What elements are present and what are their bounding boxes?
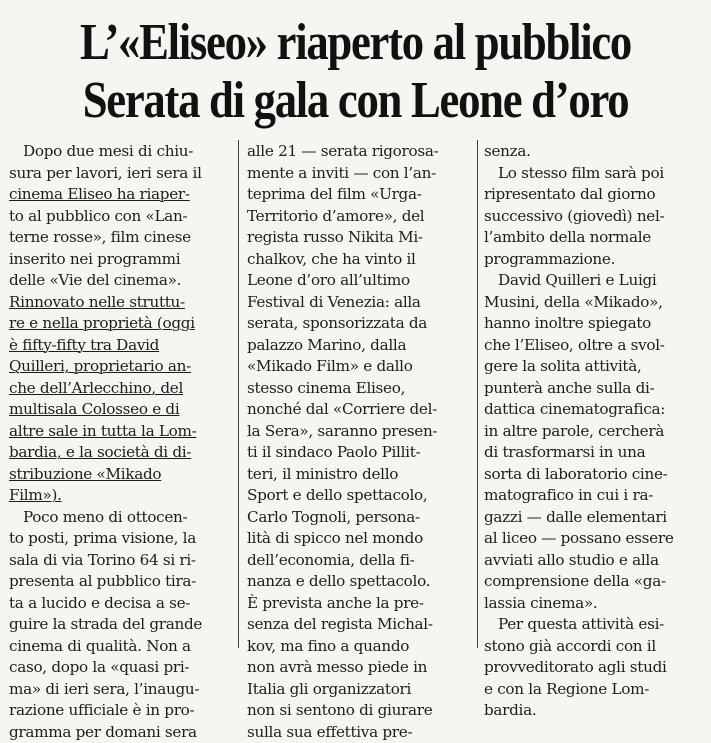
text-line: È prevista anche la pre- [247, 593, 473, 615]
text-line: Sport e dello spettacolo, [247, 485, 473, 507]
text-line: lassia cinema». [484, 593, 706, 615]
text-line: «Mikado Film» e dallo [247, 356, 473, 378]
text-line: stribuzione «Mikado [9, 464, 237, 486]
text-line: Territorio d’amore», del [247, 206, 473, 228]
text-line: gramma per domani sera [9, 722, 237, 743]
column-divider-2 [477, 140, 478, 648]
text-line: è fifty-fifty tra David [9, 335, 237, 357]
text-line: chalkov, che ha vinto il [247, 249, 473, 271]
text-line: inserito nei programmi [9, 249, 237, 271]
text-line: to posti, prima visione, la [9, 528, 237, 550]
text-line: in altre parole, cercherà [484, 421, 706, 443]
text-line: e con la Regione Lom- [484, 679, 706, 701]
headline-line-1: L’«Eliseo» riaperto al pubblico [50, 14, 661, 72]
text-line: Dopo due mesi di chiu- [9, 141, 237, 163]
text-line: Rinnovato nelle struttu- [9, 292, 237, 314]
text-line: to al pubblico con «Lan- [9, 206, 237, 228]
text-line: l’ambito della normale [484, 227, 706, 249]
text-line: palazzo Marino, dalla [247, 335, 473, 357]
text-line: David Quilleri e Luigi [484, 270, 706, 292]
text-line: gere la solita attività, [484, 356, 706, 378]
text-line: Per questa attività esi- [484, 614, 706, 636]
text-line: Quilleri, proprietario an- [9, 356, 237, 378]
text-line: re e nella proprietà (oggi [9, 313, 237, 335]
text-line: di trasformarsi in una [484, 442, 706, 464]
text-line: senza del regista Michal- [247, 614, 473, 636]
text-line: presenta al pubblico tira- [9, 571, 237, 593]
text-line: altre sale in tutta la Lom- [9, 421, 237, 443]
text-line: programmazione. [484, 249, 706, 271]
column-divider-1 [238, 140, 239, 648]
text-line: delle «Vie del cinema». [9, 270, 237, 292]
text-line: dell’economia, della fi- [247, 550, 473, 572]
text-line: sala di via Torino 64 si ri- [9, 550, 237, 572]
text-line: guire la strada del grande [9, 614, 237, 636]
text-line: la Sera», saranno presen- [247, 421, 473, 443]
text-line: stono già accordi con il [484, 636, 706, 658]
text-line: nanza e dello spettacolo. [247, 571, 473, 593]
headline [50, 14, 661, 130]
text-line: sulla sua effettiva pre- [247, 722, 473, 743]
text-line: non si sentono di giurare [247, 700, 473, 722]
text-line: che l’Eliseo, oltre a svol- [484, 335, 706, 357]
text-line: Lo stesso film sarà poi [484, 163, 706, 185]
text-line: nonché dal «Corriere del- [247, 399, 473, 421]
article-column-2 [247, 141, 473, 743]
text-line: sura per lavori, ieri sera il [9, 163, 237, 185]
text-line: matografico in cui i ra- [484, 485, 706, 507]
text-line: kov, ma fino a quando [247, 636, 473, 658]
text-line: mente a inviti — con l’an- [247, 163, 473, 185]
text-line: Leone d’oro all’ultimo [247, 270, 473, 292]
text-line: comprensione della «ga- [484, 571, 706, 593]
text-line: senza. [484, 141, 706, 163]
text-line: ripresentato dal giorno [484, 184, 706, 206]
text-line: che dell’Arlecchino, del [9, 378, 237, 400]
text-line: hanno inoltre spiegato [484, 313, 706, 335]
text-line: bardia. [484, 700, 706, 722]
article-column-1 [9, 141, 237, 743]
text-line: terne rosse», film cinese [9, 227, 237, 249]
text-line: al liceo — possano essere [484, 528, 706, 550]
text-line: ti il sindaco Paolo Pillit- [247, 442, 473, 464]
text-line: teri, il ministro dello [247, 464, 473, 486]
text-line: multisala Colosseo e di [9, 399, 237, 421]
text-line: non avrà messo piede in [247, 657, 473, 679]
text-line: dattica cinematografica: [484, 399, 706, 421]
text-line: bardia, e la società di di- [9, 442, 237, 464]
text-line: avviati allo studio e alla [484, 550, 706, 572]
text-line: sorta di laboratorio cine- [484, 464, 706, 486]
text-line: regista russo Nikita Mi- [247, 227, 473, 249]
text-line: successivo (giovedì) nel- [484, 206, 706, 228]
text-line: lità di spicco nel mondo [247, 528, 473, 550]
text-line: ta a lucido e decisa a se- [9, 593, 237, 615]
text-line: cinema Eliseo ha riaper- [9, 184, 237, 206]
headline-line-2: Serata di gala con Leone d’oro [50, 72, 661, 130]
text-line: Carlo Tognoli, persona- [247, 507, 473, 529]
text-line: Festival di Venezia: alla [247, 292, 473, 314]
text-line: caso, dopo la «quasi pri- [9, 657, 237, 679]
text-line: provveditorato agli studi [484, 657, 706, 679]
text-line: Poco meno di ottocen- [9, 507, 237, 529]
article-column-3 [484, 141, 706, 722]
text-line: Italia gli organizzatori [247, 679, 473, 701]
text-line: teprima del film «Urga- [247, 184, 473, 206]
text-line: cinema di qualità. Non a [9, 636, 237, 658]
text-line: punterà anche sulla di- [484, 378, 706, 400]
text-line: ma» di ieri sera, l’inaugu- [9, 679, 237, 701]
text-line: Film»). [9, 485, 237, 507]
text-line: gazzi — dalle elementari [484, 507, 706, 529]
text-line: Musini, della «Mikado», [484, 292, 706, 314]
text-line: alle 21 — serata rigorosa- [247, 141, 473, 163]
text-line: serata, sponsorizzata da [247, 313, 473, 335]
text-line: stesso cinema Eliseo, [247, 378, 473, 400]
text-line: razione ufficiale è in pro- [9, 700, 237, 722]
